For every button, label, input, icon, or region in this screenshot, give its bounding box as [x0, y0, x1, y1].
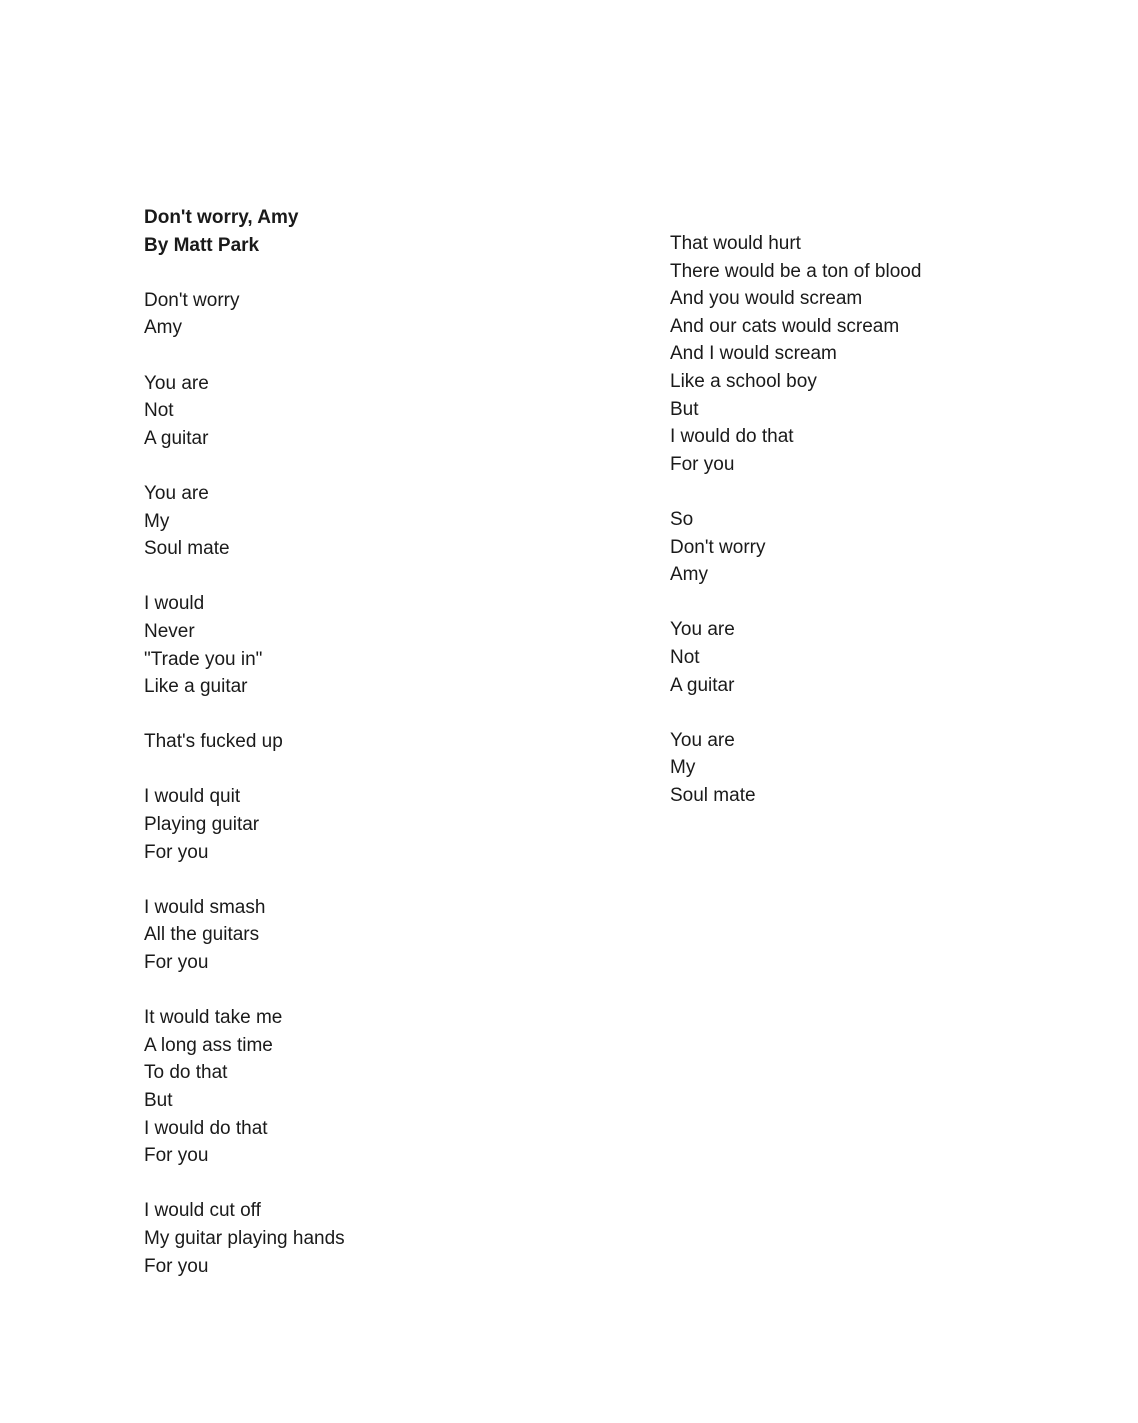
- poem-line: My: [144, 510, 170, 532]
- poem-line: My: [670, 757, 696, 779]
- poem-line: You are: [144, 482, 209, 504]
- poem-line: I would do that: [670, 426, 794, 448]
- poem-line: I would quit: [144, 786, 241, 808]
- poem-line: For you: [144, 1145, 209, 1167]
- poem-line: But: [144, 1090, 173, 1111]
- poem-left-column: [144, 204, 604, 1280]
- poem-line: Amy: [670, 564, 708, 586]
- poem-line: Like a guitar: [144, 676, 248, 698]
- stanza-break: [670, 478, 1110, 506]
- poem-line: I would: [144, 593, 205, 615]
- poem-line: "Trade you in": [144, 648, 263, 670]
- poem-line: A guitar: [670, 674, 735, 696]
- poem-line: There would be a ton of blood: [670, 260, 922, 282]
- right-lines: [670, 230, 1110, 809]
- poem-line: For you: [144, 841, 209, 863]
- poem-line: My guitar playing hands: [144, 1227, 345, 1249]
- stanza-break: [670, 589, 1110, 617]
- stanza-break: [144, 866, 604, 894]
- poem-line: Never: [144, 620, 195, 642]
- poem-line: Don't worry: [670, 536, 766, 558]
- stanza-break: [144, 563, 604, 591]
- poem-line: You are: [670, 619, 735, 641]
- stanza-break: [144, 977, 604, 1005]
- poem-line: A guitar: [144, 427, 209, 449]
- poem-title: Don't worry, Amy: [144, 207, 299, 228]
- poem-line: So: [670, 508, 694, 530]
- poem-line: Playing guitar: [144, 814, 260, 836]
- poem-line: All the guitars: [144, 924, 260, 946]
- poem-line: Not: [144, 400, 174, 422]
- poem-line: Soul mate: [144, 538, 230, 560]
- poem-line: Like a school boy: [670, 370, 817, 392]
- poem-line: And you would scream: [670, 288, 863, 310]
- stanza-break: [144, 756, 604, 784]
- poem-line: You are: [670, 729, 735, 751]
- stanza-break: [144, 701, 604, 729]
- poem-line: And our cats would scream: [670, 315, 900, 337]
- poem-line: For you: [144, 1255, 209, 1277]
- poem-line: For you: [144, 952, 209, 974]
- poem-line: But: [670, 398, 699, 420]
- poem-line: I would cut off: [144, 1200, 261, 1222]
- stanza-break: [670, 699, 1110, 727]
- poem-right-column: [670, 230, 1110, 809]
- poem-line: You are: [144, 372, 209, 394]
- poem-line: Soul mate: [670, 784, 756, 806]
- poem-line: A long ass time: [144, 1034, 273, 1056]
- poem-line: It would take me: [144, 1007, 283, 1029]
- poem-line: Not: [670, 646, 700, 668]
- poem-line: For you: [670, 453, 735, 475]
- poem-line: Don't worry: [144, 289, 240, 311]
- stanza-break: [144, 452, 604, 480]
- poem-line: That's fucked up: [144, 731, 283, 753]
- stanza-break: [144, 259, 604, 287]
- left-lines: [144, 259, 604, 1280]
- poem-line: That would hurt: [670, 233, 801, 254]
- poem-line: And I would scream: [670, 343, 837, 365]
- poem-line: Amy: [144, 317, 182, 339]
- poem-line: I would smash: [144, 896, 266, 918]
- stanza-break: [144, 1170, 604, 1198]
- poem-line: To do that: [144, 1062, 228, 1084]
- poem-author: By Matt Park: [144, 234, 260, 256]
- stanza-break: [144, 342, 604, 370]
- poem-line: I would do that: [144, 1117, 268, 1139]
